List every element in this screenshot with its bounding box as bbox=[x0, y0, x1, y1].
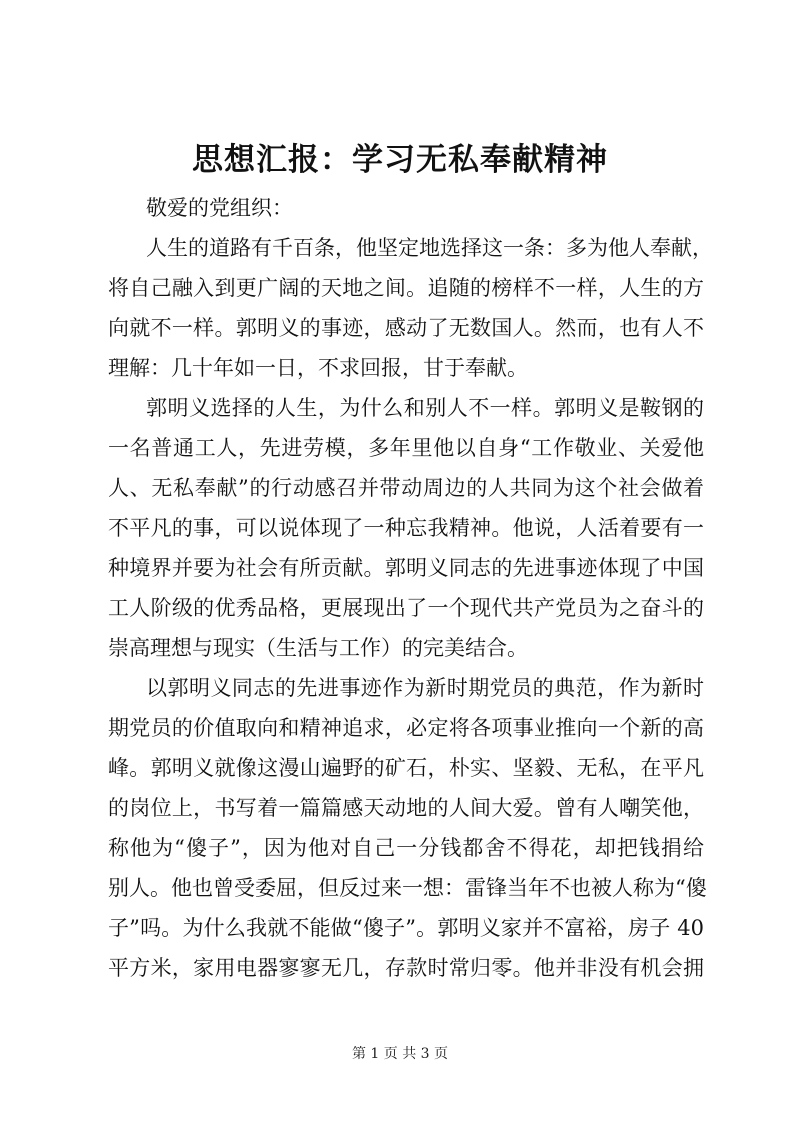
document-body bbox=[108, 188, 713, 988]
paragraph-3-line: 期党员的价值取向和精神追求，必定将各项事业推向一个新的高 bbox=[108, 716, 704, 740]
paragraph-2-line: 郭明义选择的人生，为什么和别人不一样。郭明义是鞍钢的 bbox=[146, 396, 704, 420]
salutation-line: 敬爱的党组织： bbox=[146, 196, 293, 220]
paragraph-2-line: 种境界并要为社会有所贡献。郭明义同志的先进事迹体现了中国 bbox=[108, 556, 704, 580]
paragraph-3-line: 子”吗。为什么我就不能做“傻子”。郭明义家并不富裕，房子 40 bbox=[108, 916, 704, 940]
paragraph-3-line: 别人。他也曾受委屈，但反过来一想：雷锋当年不也被人称为“傻 bbox=[108, 876, 707, 900]
paragraph-2-line: 一名普通工人，先进劳模，多年里他以自身“工作敬业、关爱他 bbox=[108, 436, 704, 460]
paragraph-1-line: 理解：几十年如一日，不求回报，甘于奉献。 bbox=[108, 356, 528, 380]
paragraph-3-line: 峰。郭明义就像这漫山遍野的矿石，朴实、坚毅、无私，在平凡 bbox=[108, 756, 704, 780]
paragraph-2-line: 工人阶级的优秀品格，更展现出了一个现代共产党员为之奋斗的 bbox=[108, 596, 704, 620]
paragraph-1-line: 向就不一样。郭明义的事迹，感动了无数国人。然而，也有人不 bbox=[108, 316, 704, 340]
paragraph-3-line: 平方米，家用电器寥寥无几，存款时常归零。他并非没有机会拥 bbox=[108, 956, 704, 980]
paragraph-2-line: 人、无私奉献”的行动感召并带动周边的人共同为这个社会做着 bbox=[108, 476, 704, 500]
paragraph-3-line: 以郭明义同志的先进事迹作为新时期党员的典范，作为新时 bbox=[146, 676, 704, 700]
paragraph-2-line: 崇高理想与现实（生活与工作）的完美结合。 bbox=[108, 636, 528, 660]
page-number-footer: 第 1 页 共 3 页 bbox=[351, 1046, 449, 1062]
paragraph-3-line: 称他为“傻子”，因为他对自己一分钱都舍不得花，却把钱捐给 bbox=[108, 836, 704, 860]
paragraph-1-line: 将自己融入到更广阔的天地之间。追随的榜样不一样，人生的方 bbox=[108, 276, 704, 300]
paragraph-3-line: 的岗位上，书写着一篇篇感天动地的人间大爱。曾有人嘲笑他， bbox=[108, 796, 704, 820]
paragraph-1-line: 人生的道路有千百条，他坚定地选择这一条：多为他人奉献， bbox=[146, 236, 713, 260]
document-title: 思想汇报：学习无私奉献精神 bbox=[192, 142, 608, 178]
paragraph-2-line: 不平凡的事，可以说体现了一种忘我精神。他说，人活着要有一 bbox=[108, 516, 704, 540]
